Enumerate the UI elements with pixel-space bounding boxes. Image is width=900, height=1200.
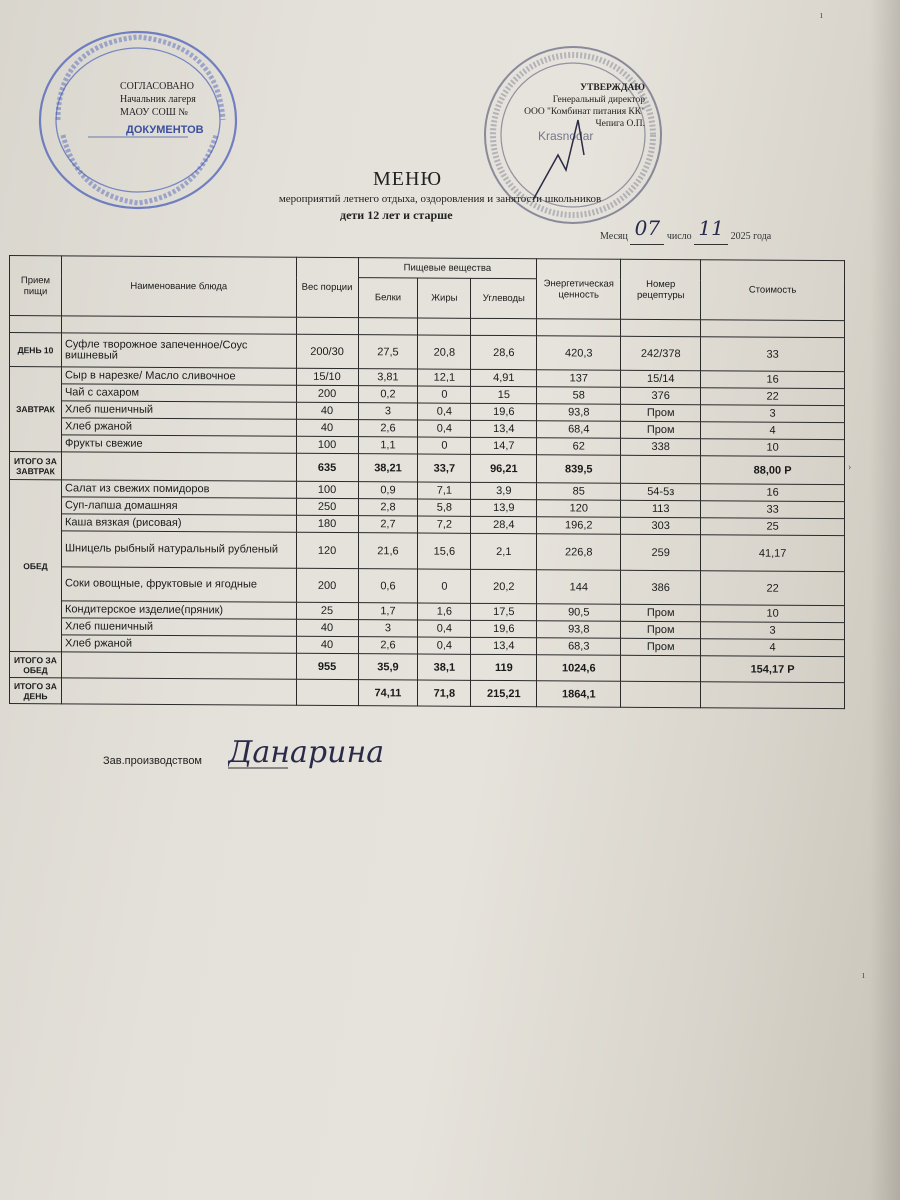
total-carbs: 119 <box>471 654 537 680</box>
energy-cell: 62 <box>537 438 621 456</box>
col-energy-header: Энергетическая ценность <box>537 259 621 320</box>
recipe-cell: 242/378 <box>621 336 701 370</box>
total-cost: 154,17 Р <box>701 656 845 683</box>
total-cost: 88,00 Р <box>701 456 845 485</box>
day-total-row <box>10 678 845 709</box>
weight-cell: 40 <box>296 636 358 653</box>
approval-block-left <box>120 80 196 119</box>
recipe-cell: Пром <box>621 604 701 621</box>
weight-cell: 25 <box>296 602 358 619</box>
total-carbs: 215,21 <box>471 680 537 706</box>
menu-table <box>9 255 845 709</box>
cost-cell: 16 <box>701 484 845 502</box>
total-energy: 1864,1 <box>537 681 621 708</box>
weight-cell: 100 <box>296 436 358 453</box>
energy-cell: 58 <box>537 387 621 405</box>
month-label: Месяц <box>600 231 628 242</box>
director-name: Чепига О.П. <box>595 119 645 129</box>
weight-cell: 40 <box>296 402 358 419</box>
director-position: Генеральный директор <box>552 95 645 105</box>
dish-name: Фрукты свежие <box>61 435 296 453</box>
fat-cell: 1,6 <box>418 603 471 620</box>
cost-cell: 4 <box>701 422 845 440</box>
table-row <box>10 531 845 572</box>
day-label: число <box>666 231 692 242</box>
fat-cell: 15,6 <box>418 533 471 569</box>
fat-cell: 0 <box>418 569 471 603</box>
director-org: ООО "Комбинат питания КК" <box>524 107 645 117</box>
col-protein-header: Белки <box>358 278 418 318</box>
total-protein: 74,11 <box>358 680 418 706</box>
year-suffix: 2025 года <box>730 231 772 242</box>
cost-cell: 16 <box>701 371 845 389</box>
recipe-cell: 259 <box>621 534 701 570</box>
energy-cell: 420,3 <box>537 336 621 371</box>
day-row <box>10 333 845 372</box>
energy-cell: 68,3 <box>537 638 621 656</box>
total-weight: 955 <box>296 653 358 679</box>
cost-cell: 25 <box>701 518 845 536</box>
col-cost-header: Стоимость <box>701 260 845 321</box>
header-row <box>10 256 845 281</box>
col-meal-header: Прием пищи <box>10 256 62 316</box>
total-label: ИТОГО ЗА ДЕНЬ <box>10 678 62 704</box>
protein-cell: 0,2 <box>358 386 418 403</box>
protein-cell: 21,6 <box>358 533 418 569</box>
cost-cell: 33 <box>701 501 845 519</box>
handwritten-signature <box>228 728 458 778</box>
approve-label-right: УТВЕРЖДАЮ <box>580 83 645 93</box>
cost-cell: 22 <box>701 388 845 406</box>
recipe-cell: 386 <box>621 570 701 604</box>
cost-cell: 10 <box>701 439 845 457</box>
carbs-cell: 3,9 <box>471 482 537 499</box>
total-weight: 635 <box>296 453 358 481</box>
cost-cell: 22 <box>701 571 845 606</box>
recipe-cell: Пром <box>621 621 701 638</box>
cost-cell: 33 <box>701 337 845 372</box>
carbs-cell: 13,4 <box>471 420 537 437</box>
margin-mark: ı <box>820 10 823 21</box>
carbs-cell: 14,7 <box>471 437 537 454</box>
total-energy: 839,5 <box>537 455 621 484</box>
fat-cell: 0,4 <box>418 620 471 637</box>
protein-cell: 1,7 <box>358 603 418 620</box>
approval-block-right <box>515 82 645 130</box>
total-fat: 33,7 <box>418 454 471 482</box>
carbs-cell: 28,4 <box>471 516 537 533</box>
carbs-cell: 13,9 <box>471 499 537 516</box>
protein-cell: 2,6 <box>358 637 418 654</box>
weight-cell: 250 <box>296 498 358 515</box>
dish-name: Соки овощные, фруктовые и ягодные <box>61 567 296 602</box>
fat-cell: 20,8 <box>418 335 471 369</box>
dish-name: Салат из свежих помидоров <box>61 480 296 498</box>
protein-cell: 0,6 <box>358 569 418 603</box>
dish-name: Хлеб пшеничный <box>61 618 296 636</box>
weight-cell: 100 <box>296 481 358 498</box>
energy-cell: 93,8 <box>537 404 621 422</box>
carbs-cell: 28,6 <box>471 335 537 369</box>
total-energy: 1024,6 <box>537 655 621 682</box>
energy-cell: 144 <box>537 570 621 605</box>
protein-cell: 2,8 <box>358 499 418 516</box>
fat-cell: 7,2 <box>418 516 471 533</box>
col-weight-header: Вес порции <box>296 257 358 317</box>
protein-cell: 3 <box>358 403 418 420</box>
fat-cell: 12,1 <box>418 369 471 386</box>
table-row <box>10 567 845 606</box>
col-dish-header: Наименование блюда <box>61 256 296 317</box>
protein-cell: 3,81 <box>358 369 418 386</box>
dish-name: Кондитерское изделие(пряник) <box>61 601 296 619</box>
energy-cell: 85 <box>537 483 621 501</box>
page-subtitle: мероприятий летнего отдыха, оздоровления и занятости школьников <box>278 193 602 205</box>
carbs-cell: 2,1 <box>471 533 537 569</box>
weight-cell: 15/10 <box>296 368 358 385</box>
protein-cell: 1,1 <box>358 437 418 454</box>
dish-name: Суфле творожное запеченное/Соус вишневый <box>61 333 296 368</box>
meal-label-lunch: ОБЕД <box>10 480 62 652</box>
recipe-cell: Пром <box>621 404 701 421</box>
page-edge-shadow <box>870 0 900 1200</box>
total-label: ИТОГО ЗА ЗАВТРАК <box>10 452 62 480</box>
energy-cell: 226,8 <box>537 534 621 571</box>
cost-cell: 41,17 <box>701 535 845 572</box>
seal-center-text: ДОКУМЕНТОВ <box>126 124 204 136</box>
recipe-cell: Пром <box>621 638 701 655</box>
audience-label: дети 12 лет и старше <box>340 208 453 222</box>
total-protein: 38,21 <box>358 454 418 482</box>
page-title: МЕНЮ <box>373 168 442 190</box>
weight-cell: 180 <box>296 515 358 532</box>
day-value: 11 <box>698 216 724 240</box>
weight-cell: 120 <box>296 532 358 568</box>
dish-name: Шницель рыбный натуральный рубленый <box>61 531 296 568</box>
recipe-cell: 376 <box>621 387 701 404</box>
total-fat: 71,8 <box>418 680 471 706</box>
left-round-seal <box>38 25 248 215</box>
carbs-cell: 19,6 <box>471 403 537 420</box>
weight-cell: 200/30 <box>296 334 358 368</box>
margin-mark: ı <box>862 970 865 981</box>
energy-cell: 68,4 <box>537 421 621 439</box>
month-value: 07 <box>634 216 661 240</box>
signature-text: Данарина <box>228 735 385 770</box>
margin-mark: › <box>848 462 852 473</box>
fat-cell: 0,4 <box>418 637 471 654</box>
approve-label: СОГЛАСОВАНО <box>120 81 195 92</box>
weight-cell: 40 <box>296 619 358 636</box>
carbs-cell: 15 <box>471 386 537 403</box>
total-label: ИТОГО ЗА ОБЕД <box>10 652 62 678</box>
date-line <box>600 216 772 245</box>
weight-cell: 40 <box>296 419 358 436</box>
total-protein: 35,9 <box>358 654 418 680</box>
meal-label-breakfast: ЗАВТРАК <box>10 367 62 452</box>
recipe-cell: 113 <box>621 500 701 517</box>
weight-cell: 200 <box>296 385 358 402</box>
seal-city-text: Krasnodar <box>538 129 594 143</box>
protein-cell: 2,6 <box>358 420 418 437</box>
cost-cell: 3 <box>701 622 845 640</box>
protein-cell: 27,5 <box>358 335 418 369</box>
protein-cell: 3 <box>358 620 418 637</box>
energy-cell: 93,8 <box>537 621 621 639</box>
col-carbs-header: Углеводы <box>471 278 537 318</box>
fat-cell: 0,4 <box>418 403 471 420</box>
col-recipe-header: Номер рецептуры <box>621 259 701 319</box>
dish-name: Хлеб пшеничный <box>61 401 296 419</box>
fat-cell: 5,8 <box>418 499 471 516</box>
total-carbs: 96,21 <box>471 454 537 482</box>
recipe-cell: 303 <box>621 517 701 534</box>
cost-cell: 4 <box>701 639 845 657</box>
dish-name: Суп-лапша домашняя <box>61 497 296 515</box>
dish-name: Чай с сахаром <box>61 384 296 402</box>
col-fat-header: Жиры <box>418 278 471 318</box>
energy-cell: 196,2 <box>537 517 621 535</box>
energy-cell: 120 <box>537 500 621 518</box>
dish-name: Сыр в нарезке/ Масло сливочное <box>61 367 296 385</box>
recipe-cell: 338 <box>621 438 701 455</box>
protein-cell: 2,7 <box>358 516 418 533</box>
approver-position: Начальник лагеря <box>120 94 196 105</box>
protein-cell: 0,9 <box>358 482 418 499</box>
fat-cell: 7,1 <box>418 482 471 499</box>
energy-cell: 90,5 <box>537 604 621 622</box>
dish-name: Хлеб ржаной <box>61 635 296 653</box>
recipe-cell: Пром <box>621 421 701 438</box>
cost-cell: 10 <box>701 605 845 623</box>
carbs-cell: 17,5 <box>471 603 537 620</box>
fat-cell: 0 <box>418 437 471 454</box>
recipe-cell: 15/14 <box>621 370 701 387</box>
weight-cell: 200 <box>296 568 358 602</box>
approver-org: МАОУ СОШ № <box>120 107 188 118</box>
total-fat: 38,1 <box>418 654 471 680</box>
fat-cell: 0,4 <box>418 420 471 437</box>
carbs-cell: 13,4 <box>471 637 537 654</box>
cost-cell: 3 <box>701 405 845 423</box>
day-label: ДЕНЬ 10 <box>10 333 62 367</box>
carbs-cell: 19,6 <box>471 620 537 637</box>
fat-cell: 0 <box>418 386 471 403</box>
dish-name: Хлеб ржаной <box>61 418 296 436</box>
recipe-cell: 54-5з <box>621 483 701 500</box>
dish-name: Каша вязкая (рисовая) <box>61 514 296 532</box>
col-nutrients-header: Пищевые вещества <box>358 258 537 279</box>
carbs-cell: 20,2 <box>471 569 537 603</box>
energy-cell: 137 <box>537 370 621 388</box>
carbs-cell: 4,91 <box>471 369 537 386</box>
production-manager-label: Зав.производством <box>103 755 202 767</box>
